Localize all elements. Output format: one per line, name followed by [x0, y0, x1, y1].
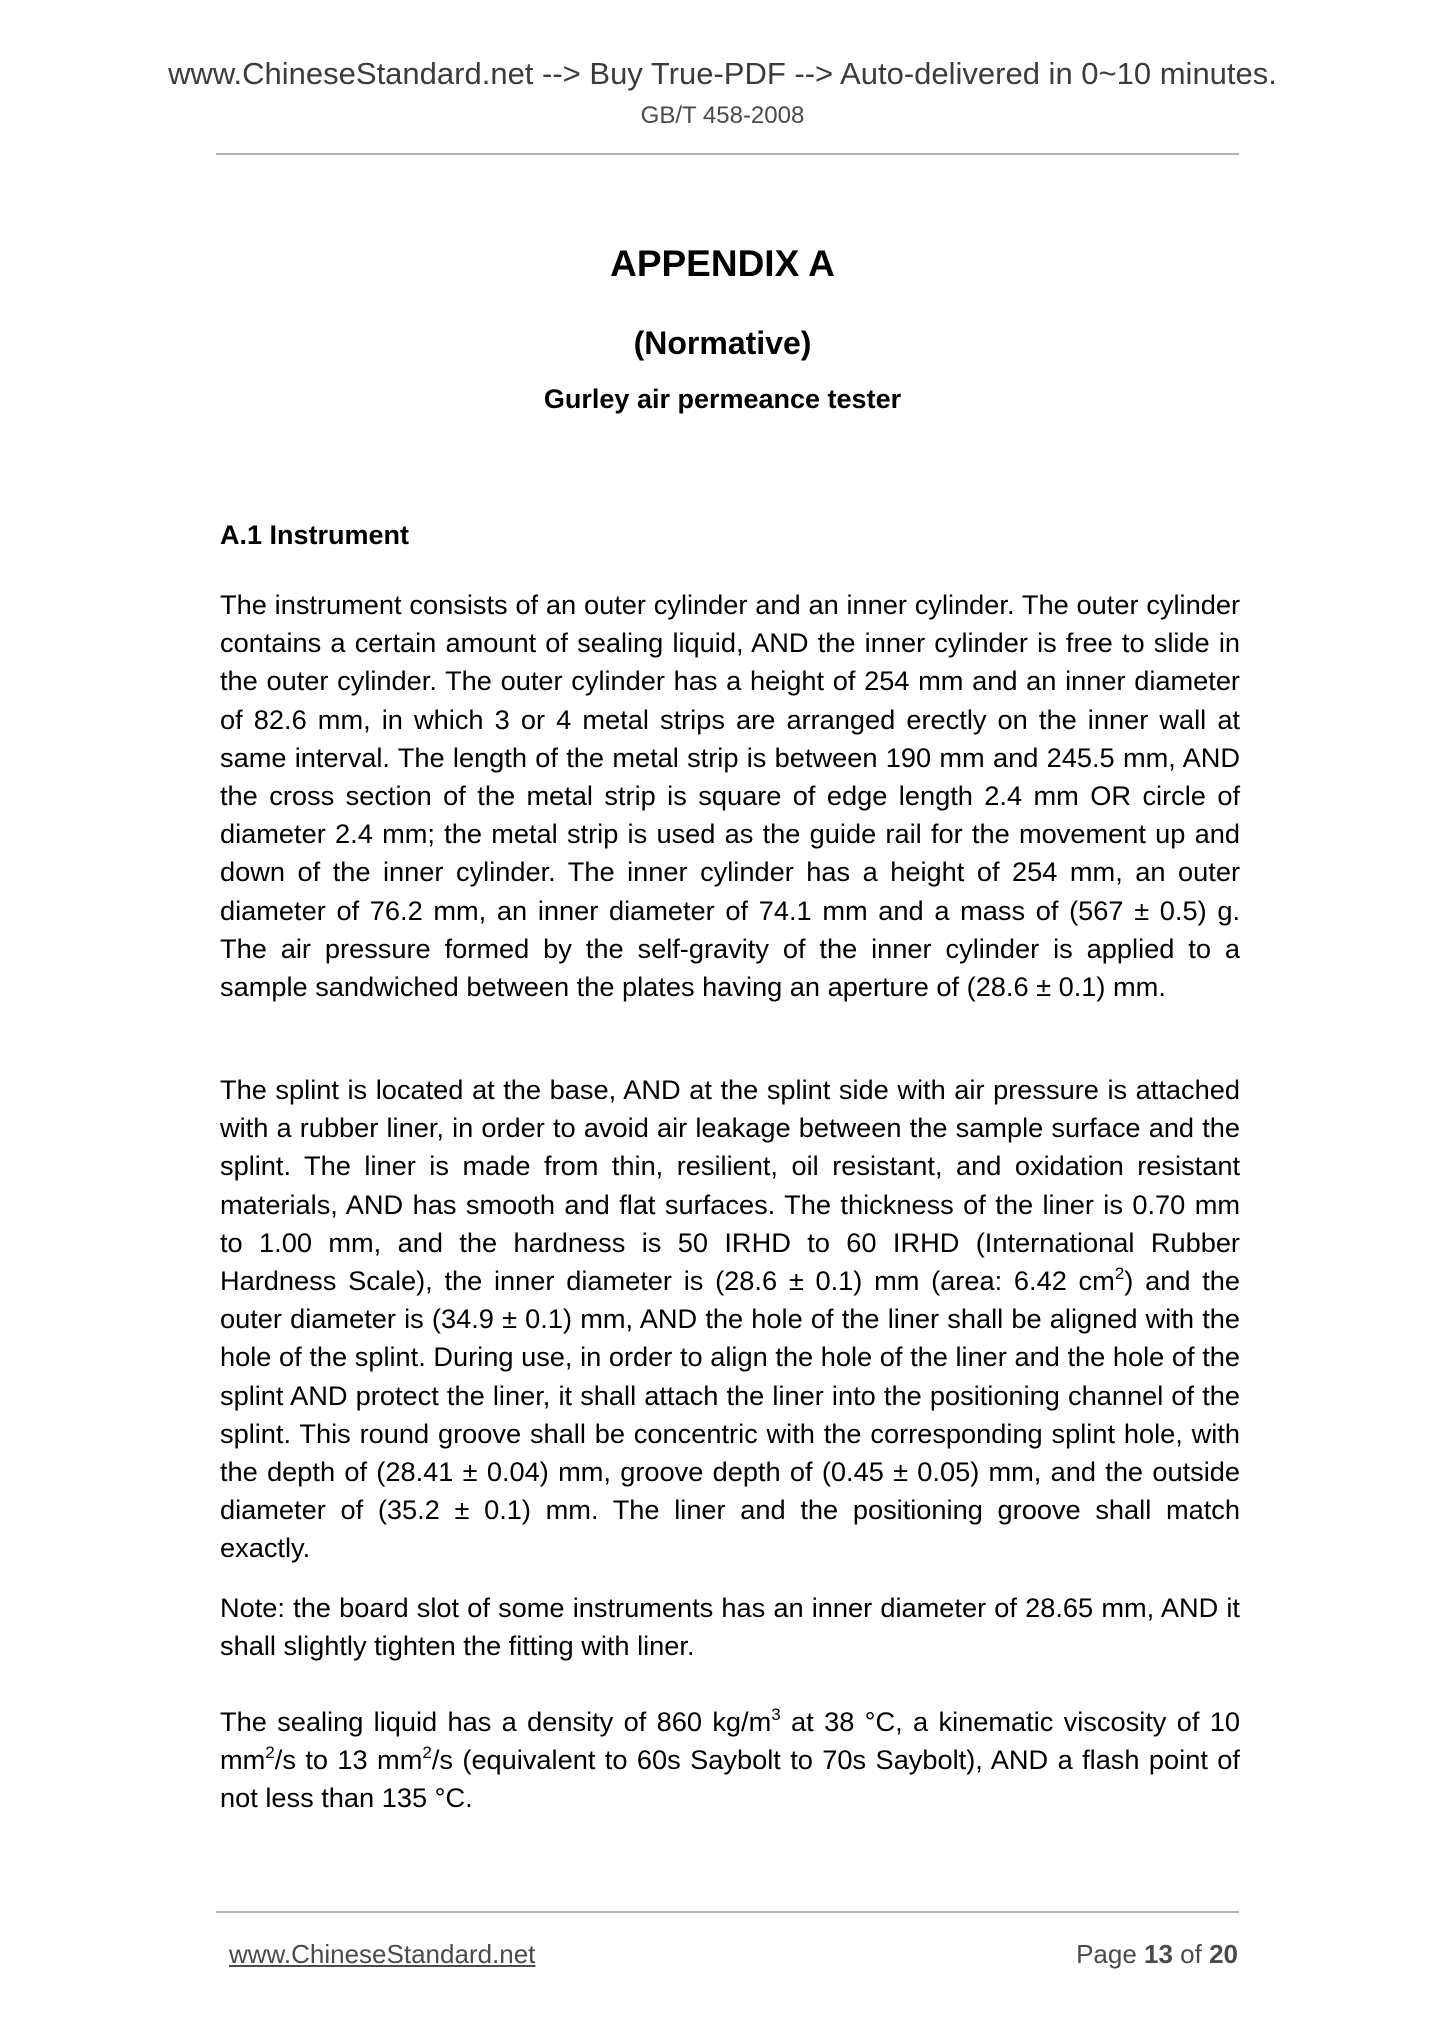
header-banner: www.ChineseStandard.net --> Buy True-PDF --> Auto-delivered in 0~10 minutes. [168, 56, 1277, 91]
superscript: 2 [422, 1743, 432, 1763]
superscript: 2 [1114, 1263, 1125, 1283]
footer-divider [216, 1911, 1239, 1913]
header-divider [216, 153, 1239, 155]
page-current: 13 [1144, 1939, 1173, 1969]
text-span: /s to 13 mm [274, 1744, 423, 1776]
section-heading: A.1 Instrument [220, 520, 410, 550]
text-span: The sealing liquid has a density of 860 kg/m [220, 1706, 772, 1737]
paragraph-instrument: The instrument consists of an outer cylinder and an inner cylinder. The outer cylinder contains a certain amount of sealing liquid, AND the inner cylinder is free to slide in the outer cylinder. The outer cylinder has a height of 254 mm and an inner diameter of 82.6 mm, in which 3 or 4 metal strips are arranged erectly on the inner wall at same interval. The length of the metal strip is between 190 mm and 245.5 mm, AND the cross section of the metal strip is square of edge length 2.4 mm OR circle of diameter 2.4 mm; the metal strip is used as the guide rail for the movement up and down of the inner cylinder. The inner cylinder has a height of 254 mm, an outer diameter of 76.2 mm, an inner diameter of 74.1 mm and a mass of (567 ± 0.5) g. The air pressure formed by the self-gravity of the inner cylinder is applied to a sample sandwiched between the plates having an aperture of (28.6 ± 0.1) mm. [220, 589, 1240, 1003]
text-span: The splint is located at the base, AND at the splint side with air pressure is attached with a rubber liner, in order to avoid air leakage between the sample surface and the splint. The liner is made from thin, resilient, oil resistant, and oxidation resistant materials, AND has smooth and flat surfaces. The thickness of the liner is 0.70 mm to 1.00 mm, and the hardness is 50 IRHD to 60 IRHD (International Rubber Hardness Scale), the inner diameter is (28.6 ± 0.1) mm (area: 6.42 cm [220, 1074, 1240, 1297]
paragraph-note: Note: the board slot of some instruments has an inner diameter of 28.65 mm, AND it shall slightly tighten the fitting with liner. [220, 1592, 1240, 1662]
appendix-name: Gurley air permeance tester [543, 384, 902, 414]
page-indicator [1076, 1938, 1238, 1970]
footer-site-link[interactable]: www.ChineseStandard.net [229, 1939, 536, 1969]
standard-number: GB/T 458-2008 [640, 102, 805, 129]
appendix-type: (Normative) [633, 325, 812, 361]
superscript: 2 [265, 1743, 275, 1763]
text-span: ) and the outer diameter is (34.9 ± 0.1) mm, AND the hole of the liner shall be aligned with the hole of the splint. During use, in order to align the hole of the liner and the hole of the splint AND protect the liner, it shall attach the liner into the positioning channel of the splint. This round groove shall be concentric with the corresponding splint hole, with the depth of (28.41 ± 0.04) mm, groove depth of (0.45 ± 0.05) mm, and the outside diameter of (35.2 ± 0.1) mm. The liner and the positioning groove shall match exactly. [220, 1265, 1240, 1564]
page-total: 20 [1209, 1939, 1238, 1969]
paragraph-sealing-liquid [220, 1703, 1240, 1818]
page-prefix: Page [1076, 1939, 1145, 1969]
text-span: at 38 °C, a kinematic viscosity of 10 mm [220, 1706, 1240, 1776]
page-of: of [1172, 1939, 1210, 1969]
paragraph-splint [220, 1071, 1240, 1568]
superscript: 3 [771, 1704, 781, 1724]
appendix-title: APPENDIX A [610, 243, 835, 284]
text-span: /s (equivalent to 60s Saybolt to 70s Saybolt), AND a flash point of not less than 135 °C. [220, 1744, 1240, 1814]
